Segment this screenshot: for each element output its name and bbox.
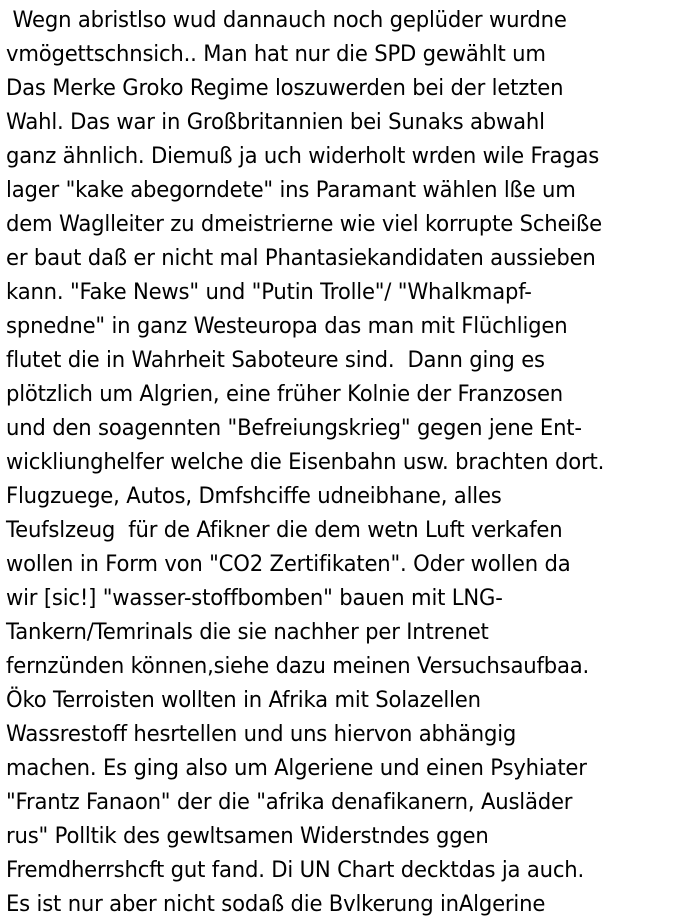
- text-line: wickliunghelfer welche die Eisenbahn usw. brachten dort.: [6, 449, 605, 475]
- text-line: wollen in Form von "CO2 Zertifikaten". Oder wollen da: [6, 551, 571, 577]
- text-line: Flugzuege, Autos, Dmfshciffe udneibhane, alles: [6, 483, 502, 509]
- text-line: wir [sic!] "wasser-stoffbomben" bauen mit LNG-: [6, 585, 503, 611]
- document-text: [6, 3, 682, 921]
- text-line: Wahl. Das war in Großbritannien bei Sunaks abwahl: [6, 109, 545, 135]
- text-line: Fremdherrshcft gut fand. Di UN Chart decktdas ja auch.: [6, 857, 585, 883]
- text-line: Das Merke Groko Regime loszuwerden bei der letzten: [6, 75, 564, 101]
- text-line: vmögettschnsich.. Man hat nur die SPD gewählt um: [6, 41, 546, 67]
- text-line: Tankern/Temrinals die sie nachher per Intrenet: [6, 619, 489, 645]
- text-line: machen. Es ging also um Algeriene und einen Psyhiater: [6, 755, 587, 781]
- text-line: Wassrestoff hesrtellen und uns hiervon abhängig: [6, 721, 517, 747]
- text-line: Es ist nur aber nicht sodaß die Bvlkerung inAlgerine: [6, 891, 546, 917]
- text-line: Öko Terroisten wollten in Afrika mit Solazellen: [6, 687, 481, 713]
- text-line: "Frantz Fanaon" der die "afrika denafikanern, Ausläder: [6, 789, 573, 815]
- text-line: er baut daß er nicht mal Phantasiekandidaten aussieben: [6, 245, 596, 271]
- text-line: Teufslzeug für de Afikner die dem wetn Luft verkafen: [6, 517, 563, 543]
- text-line: ganz ähnlich. Diemuß ja uch widerholt wrden wile Fragas: [6, 143, 600, 169]
- text-line: rus" Polltik des gewltsamen Widerstndes ggen: [6, 823, 489, 849]
- text-line: fernzünden können,siehe dazu meinen Versuchsaufbaa.: [6, 653, 590, 679]
- text-line: flutet die in Wahrheit Saboteure sind. Dann ging es: [6, 347, 545, 373]
- text-line: plötzlich um Algrien, eine früher Kolnie der Franzosen: [6, 381, 564, 407]
- text-line: kann. "Fake News" und "Putin Trolle"/ "Whalkmapf-: [6, 279, 532, 305]
- text-line: dem Waglleiter zu dmeistrierne wie viel korrupte Scheiße: [6, 211, 602, 237]
- text-line: und den soagennten "Befreiungskrieg" gegen jene Ent-: [6, 415, 582, 441]
- text-line: spnedne" in ganz Westeuropa das man mit Flüchligen: [6, 313, 568, 339]
- text-line: Wegn abristlso wud dannauch noch geplüder wurdne: [6, 7, 567, 33]
- text-line: lager "kake abegorndete" ins Paramant wählen lße um: [6, 177, 576, 203]
